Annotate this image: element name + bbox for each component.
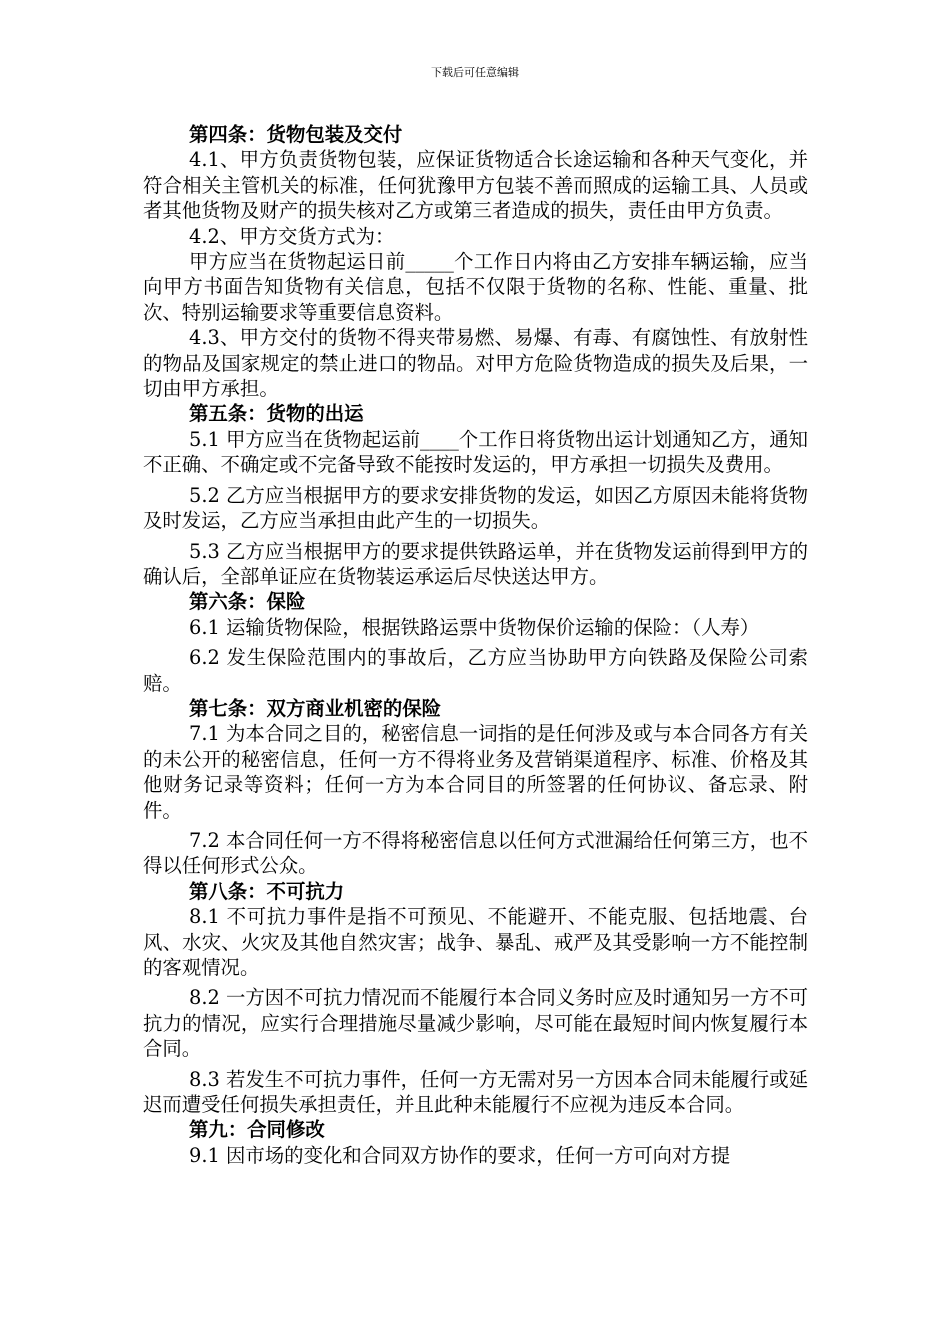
paragraph: 5.2 乙方应当根据甲方的要求安排货物的发运，如因乙方原因未能将货物及时发运，乙方应当承担由此产生的一切损失。 (143, 483, 808, 533)
paragraph: 8.3 若发生不可抗力事件，任何一方无需对另一方因本合同未能履行或延迟而遭受任何损失承担责任，并且此种未能履行不应视为违反本合同。 (143, 1067, 808, 1117)
section-heading: 第六条：保险 (189, 590, 306, 614)
section-heading: 第九：合同修改 (189, 1118, 325, 1142)
section-heading: 第五条：货物的出运 (189, 402, 364, 426)
paragraph: 5.1 甲方应当在货物起运前____个工作日将货物出运计划通知乙方，通知不正确、不确定或不完备导致不能按时发运的，甲方承担一切损失及费用。 (143, 427, 808, 477)
paragraph: 9.1 因市场的变化和合同双方协作的要求，任何一方可向对方提 (189, 1143, 731, 1167)
paragraph: 8.2 一方因不可抗力情况而不能履行本合同义务时应及时通知另一方不可抗力的情况，应实行合理措施尽量减少影响，尽可能在最短时间内恢复履行本合同。 (143, 986, 808, 1061)
paragraph: 4.1、甲方负责货物包装，应保证货物适合长途运输和各种天气变化，并符合相关主管机关的标准，任何犹豫甲方包装不善而照成的运输工具、人员或者其他货物及财产的损失核对乙方或第三者造成的损失，责任由甲方负责。 (143, 148, 808, 223)
paragraph: 8.1 不可抗力事件是指不可预见、不能避开、不能克服、包括地震、台风、水灾、火灾及其他自然灾害；战争、暴乱、戒严及其受影响一方不能控制的客观情况。 (143, 905, 808, 979)
paragraph: 5.3 乙方应当根据甲方的要求提供铁路运单，并在货物发运前得到甲方的确认后，全部单证应在货物装运承运后尽快送达甲方。 (143, 539, 808, 588)
document-body (143, 122, 808, 1168)
paragraph: 甲方应当在货物起运日前_____个工作日内将由乙方安排车辆运输，应当向甲方书面告知货物有关信息，包括不仅限于货物的名称、性能、重量、批次、特别运输要求等重要信息资料。 (143, 250, 808, 324)
paragraph: 7.2 本合同任何一方不得将秘密信息以任何方式泄漏给任何第三方，也不得以任何形式公众。 (143, 828, 808, 878)
section-heading: 第八条：不可抗力 (189, 879, 345, 903)
paragraph: 7.1 为本合同之目的，秘密信息一词指的是任何涉及或与本合同各方有关的未公开的秘密信息，任何一方不得将业务及营销渠道程序、标准、价格及其他财务记录等资料；任何一方为本合同目的所签署的任何协议、备忘录、附件。 (143, 722, 808, 822)
section-heading: 第四条：货物包装及交付 (189, 123, 403, 146)
paragraph: 6.2 发生保险范围内的事故后，乙方应当协助甲方向铁路及保险公司索赔。 (143, 646, 808, 695)
page-header: 下载后可任意编辑 (431, 66, 519, 79)
paragraph: 4.3、甲方交付的货物不得夹带易燃、易爆、有毒、有腐蚀性、有放射性的物品及国家规定的禁止进口的物品。对甲方危险货物造成的损失及后果，一切由甲方承担。 (143, 326, 808, 401)
paragraph: 4.2、甲方交货方式为： (189, 224, 395, 248)
section-heading: 第七条：双方商业机密的保险 (189, 696, 442, 720)
paragraph: 6.1 运输货物保险，根据铁路运票中货物保价运输的保险：（人寿） (189, 615, 760, 639)
